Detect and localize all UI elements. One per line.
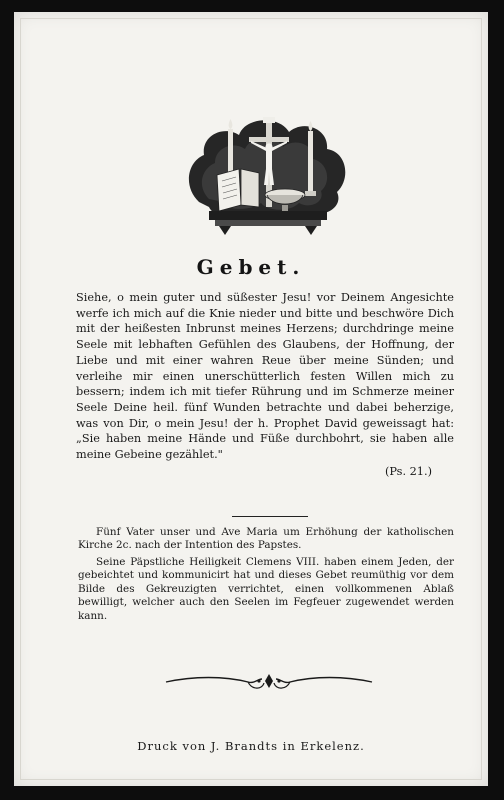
prayer-body xyxy=(76,290,454,479)
devotion-instruction: Fünf Vater unser und Ave Maria um Erhöhung der katholischen Kirche 2c. nach der Intention des Papstes. xyxy=(78,526,454,552)
indulgence-note: Seine Päpstliche Heiligkeit Clemens VIII. haben einem Jeden, der gebeichtet und kommunicirt hat und dieses Gebet reumüthig vor dem Bilde des Gekreuzigten verrichtet, einen vollkommenen Ablaß bewilligt, welcher auch den Seelen im Fegfeuer zugewendet werden kann. xyxy=(78,556,454,622)
prayer-card xyxy=(14,12,488,786)
crucifix-altar-icon xyxy=(179,107,354,239)
psalm-reference: (Ps. 21.) xyxy=(384,464,432,478)
prayer-title: Gebet. xyxy=(196,255,306,279)
section-divider xyxy=(232,516,308,517)
printer-imprint: Druck von J. Brandts in Erkelenz. xyxy=(137,739,365,753)
flourish-divider-icon xyxy=(164,670,374,692)
prayer-text: Siehe, o mein guter und süßester Jesu! vor Deinem Angesichte werfe ich mich auf die Knie nieder und bitte und beschwöre Dich mit der heißesten Inbrunst meines Herzens; durchdringe meine Seele mit lebhaften Gefühlen des Glaubens, der Hoffnung, der Liebe und mit einer wahren Reue über meine Sünden; und verleihe mir einen unerschütterlich festen Willen mich zu bessern; indem ich mit tiefer Rührung und im Schmerze meiner Seele Deine heil. fünf Wunden betrachte und dabei beherzige, was von Dir, o mein Jesu! der h. Prophet David geweissagt hat: „Sie haben meine Hände und Füße durchbohrt, sie haben alle meine Gebeine gezählet." xyxy=(76,291,454,462)
